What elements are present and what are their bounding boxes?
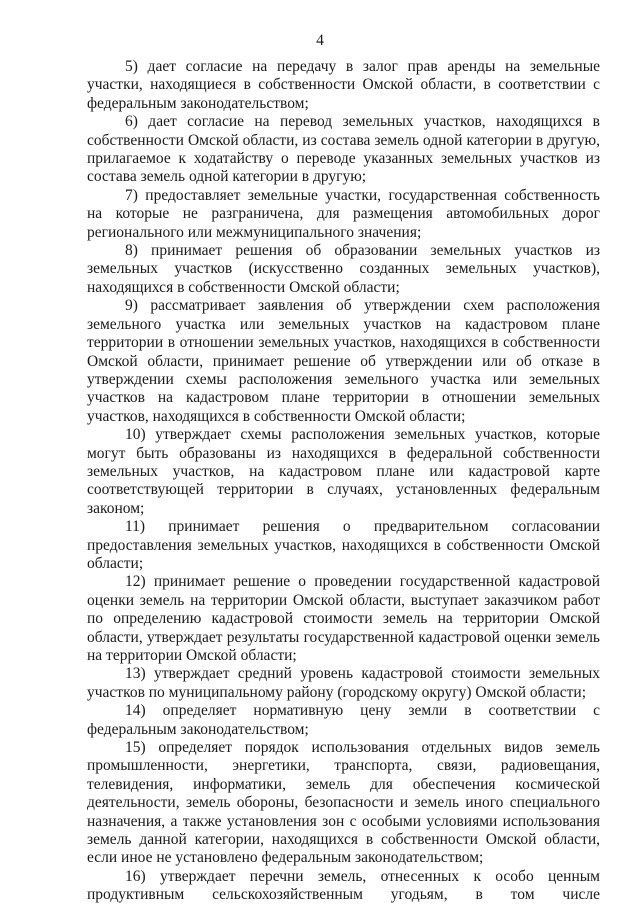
paragraph-item-6: 6) дает согласие на перевод земельных участков, находящихся в собственности Омской области, из состава земель одной категории в другую, прилагаемое к ходатайству о переводе указанных земельных участков из состава земель одной категории в другую; — [87, 113, 600, 186]
paragraph-item-10: 10) утверждает схемы расположения земельных участков, которые могут быть образованы из находящихся в федеральной собственности земельных участков, на кадастровом плане или кадастровой карте соответствующей территории в случаях, установленных федеральным законом; — [87, 426, 600, 517]
document-body — [87, 58, 600, 905]
paragraph-item-15: 15) определяет порядок использования отдельных видов земель промышленности, энергетики, транспорта, связи, радиовещания, телевидения, информатики, земель для обеспечения космической деятельности, земель обороны, безопасности и земель иного специального назначения, а также установления зон с особыми условиями использования земель данной категории, находящихся в собственности Омской области, если иное не установлено федеральным законодательством; — [87, 739, 600, 867]
paragraph-item-13: 13) утверждает средний уровень кадастровой стоимости земельных участков по муниципальному району (городскому округу) Омской области; — [87, 665, 600, 701]
page-number: 4 — [316, 32, 324, 49]
paragraph-item-9: 9) рассматривает заявления об утверждении схем расположения земельного участка или земельных участков на кадастровом плане территории в отношении земельных участков, находящихся в собственности Омской области, принимает решение об утверждении или об отказе в утверждении схемы расположения земельного участка или земельных участков на кадастровом плане территории в отношении земельных участков, находящихся в собственности Омской области; — [87, 297, 600, 425]
paragraph-item-16: 16) утверждает перечни земель, отнесенных к особо ценным продуктивным сельскохозяйственным угодьям, в том числе — [87, 867, 600, 904]
paragraph-item-8: 8) принимает решения об образовании земельных участков из земельных участков (искусственно созданных земельных участков), находящихся в собственности Омской области; — [87, 242, 600, 296]
paragraph-item-5: 5) дает согласие на передачу в залог прав аренды на земельные участки, находящиеся в собственности Омской области, в соответствии с федеральным законодательством; — [87, 58, 600, 112]
paragraph-item-11: 11) принимает решения о предварительном согласовании предоставления земельных участков, находящихся в собственности Омской области; — [87, 518, 600, 572]
paragraph-item-12: 12) принимает решение о проведении государственной кадастровой оценки земель на территории Омской области, выступает заказчиком работ по определению кадастровой стоимости земель на территории Омской области, утверждает результаты государственной кадастровой оценки земель на территории Омской области; — [87, 573, 600, 664]
paragraph-item-7: 7) предоставляет земельные участки, государственная собственность на которые не разграничена, для размещения автомобильных дорог регионального или межмуниципального значения; — [87, 186, 600, 241]
paragraph-item-14: 14) определяет нормативную цену земли в соответствии с федеральным законодательством; — [87, 702, 600, 738]
